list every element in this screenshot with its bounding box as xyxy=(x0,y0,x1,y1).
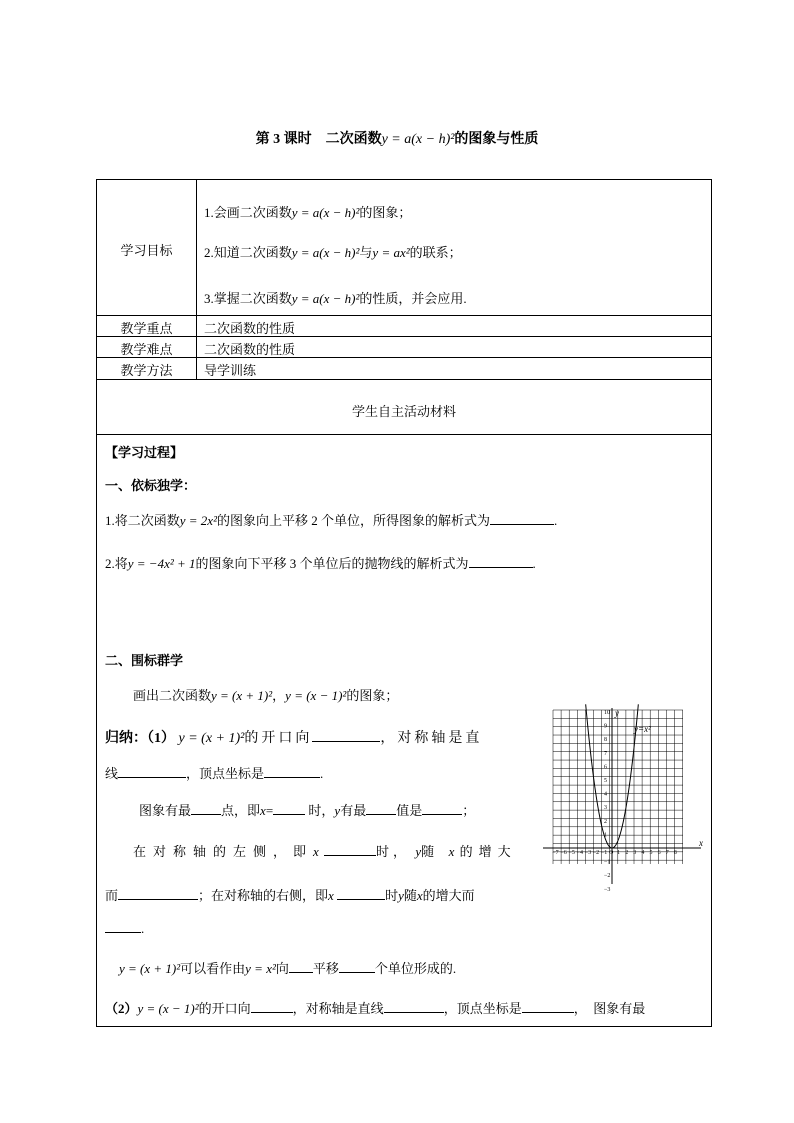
goals-label-cell xyxy=(97,180,197,315)
summary-line-3: 图象有最 点，即x= 时，y有最 值是 ； xyxy=(139,803,476,818)
y-tick-label: 5 xyxy=(604,778,607,784)
answer-blank[interactable] xyxy=(366,802,396,815)
y-tick-label: 2 xyxy=(604,818,607,825)
x-tick-label: −6 xyxy=(560,850,567,856)
answer-blank[interactable] xyxy=(422,802,462,815)
answer-blank[interactable] xyxy=(384,1000,444,1013)
summary-line-8: （2）y = (x − 1)²的开口向 ，对称轴是直线 ，顶点坐标是 ， 图象有最 xyxy=(105,1001,646,1016)
y-axis-label: y xyxy=(615,708,619,718)
summary-line-5: 而 ；在对称轴的右侧，即x 时y随x的增大而 xyxy=(105,888,475,903)
page-title xyxy=(0,128,794,148)
goals-label: 学习目标 xyxy=(120,243,173,258)
y-tick-label: −3 xyxy=(604,886,611,893)
method-label: 教学方法 xyxy=(120,363,173,378)
banner-row xyxy=(97,380,711,435)
section-1-heading: 一、依标独学： xyxy=(105,478,197,493)
answer-blank[interactable] xyxy=(264,765,320,778)
answer-blank[interactable] xyxy=(469,555,533,568)
y-tick-label: 6 xyxy=(604,764,607,771)
lesson-table xyxy=(96,179,712,1027)
process-heading: 【学习过程】 xyxy=(105,445,184,460)
x-tick-label: −5 xyxy=(568,850,575,856)
x-tick-label: 6 xyxy=(657,850,661,856)
answer-blank[interactable] xyxy=(118,765,186,778)
answer-blank[interactable] xyxy=(289,960,313,973)
goals-row xyxy=(97,180,711,316)
difficulty-label: 教学难点 xyxy=(120,342,173,357)
x-tick-label: −2 xyxy=(592,850,600,856)
x-tick-label: −1 xyxy=(600,850,608,856)
title-suffix: 的图象与性质 xyxy=(454,132,539,147)
y-tick-label: 7 xyxy=(604,750,607,757)
answer-blank[interactable] xyxy=(118,887,198,900)
y-tick-label: 9 xyxy=(604,723,607,730)
x-axis-label: x xyxy=(699,838,703,848)
answer-blank[interactable] xyxy=(337,887,385,900)
x-tick-label: 5 xyxy=(649,850,653,856)
y-tick-label: 4 xyxy=(604,791,607,798)
answer-blank[interactable] xyxy=(191,802,221,815)
difficulty-value: 二次函数的性质 xyxy=(204,342,296,357)
method-value: 导学训练 xyxy=(204,363,257,378)
summary-line-7: y = (x + 1)²可以看作由y = x²向 平移 个单位形成的. xyxy=(119,961,457,976)
x-tick-label: −4 xyxy=(576,850,583,856)
summary-line-2: 线 ，顶点坐标是 . xyxy=(105,766,324,781)
y-tick-label: 10 xyxy=(604,710,610,716)
draw-instruction: 画出二次函数y = (x + 1)²，y = (x − 1)²的图象； xyxy=(133,688,399,703)
x-tick-label: O xyxy=(609,850,614,856)
question-2: 2.将y = −4x² + 1的图象向下平移 3 个单位后的抛物线的解析式为 . xyxy=(105,556,536,571)
answer-blank[interactable] xyxy=(324,843,376,856)
summary-line-6: . xyxy=(105,920,144,937)
x-tick-label: −7 xyxy=(552,850,559,856)
title-formula: y = a(x − h)² xyxy=(381,132,455,147)
goal-item-1: 1.会画二次函数y = a(x − h)²的图象； xyxy=(204,205,412,220)
answer-blank[interactable] xyxy=(490,512,554,525)
key-point-row xyxy=(97,316,711,337)
answer-blank[interactable] xyxy=(522,1000,574,1013)
answer-blank[interactable] xyxy=(339,960,375,973)
y-tick-label: −1 xyxy=(604,859,611,866)
x-tick-label: 8 xyxy=(673,850,677,856)
x-tick-label: 7 xyxy=(665,850,669,856)
question-1: 1.将二次函数y = 2x²的图象向上平移 2 个单位，所得图象的解析式为 . xyxy=(105,513,558,528)
parabola-graph xyxy=(543,708,707,893)
answer-blank[interactable] xyxy=(105,920,141,933)
y-tick-label: −2 xyxy=(604,873,611,880)
banner-text: 学生自主活动材料 xyxy=(351,404,456,419)
answer-blank[interactable] xyxy=(312,729,380,742)
answer-blank[interactable] xyxy=(251,1000,293,1013)
curve-label: y=x² xyxy=(634,724,651,734)
x-tick-label: 1 xyxy=(617,850,621,856)
x-tick-label: 4 xyxy=(641,850,645,856)
section-2-heading: 二、围标群学 xyxy=(105,653,184,668)
goal-item-3: 3.掌握二次函数y = a(x − h)²的性质，并会应用. xyxy=(204,291,467,306)
y-tick-label: 3 xyxy=(604,805,607,812)
y-tick-label: 8 xyxy=(604,737,607,744)
method-row xyxy=(97,358,711,380)
answer-blank[interactable] xyxy=(273,802,305,815)
summary-line-1: 归纳：（1） y = (x + 1)²的开口向 ，对称轴是直 xyxy=(105,731,483,746)
key-point-label: 教学重点 xyxy=(120,321,173,336)
difficulty-row xyxy=(97,337,711,358)
key-point-value: 二次函数的性质 xyxy=(204,321,296,336)
x-tick-label: 2 xyxy=(625,850,629,856)
x-tick-label: −3 xyxy=(584,850,592,856)
goal-item-2: 2.知道二次函数y = a(x − h)²与y = ax²的联系； xyxy=(204,245,462,260)
summary-line-4: 在对称轴的左侧，即x 时， y随 x 的增大 xyxy=(133,844,517,859)
axes xyxy=(543,708,701,884)
title-prefix: 第 3 课时 二次函数 xyxy=(255,132,382,147)
x-tick-label: 3 xyxy=(633,850,637,856)
y-tick-label: 1 xyxy=(604,832,607,839)
